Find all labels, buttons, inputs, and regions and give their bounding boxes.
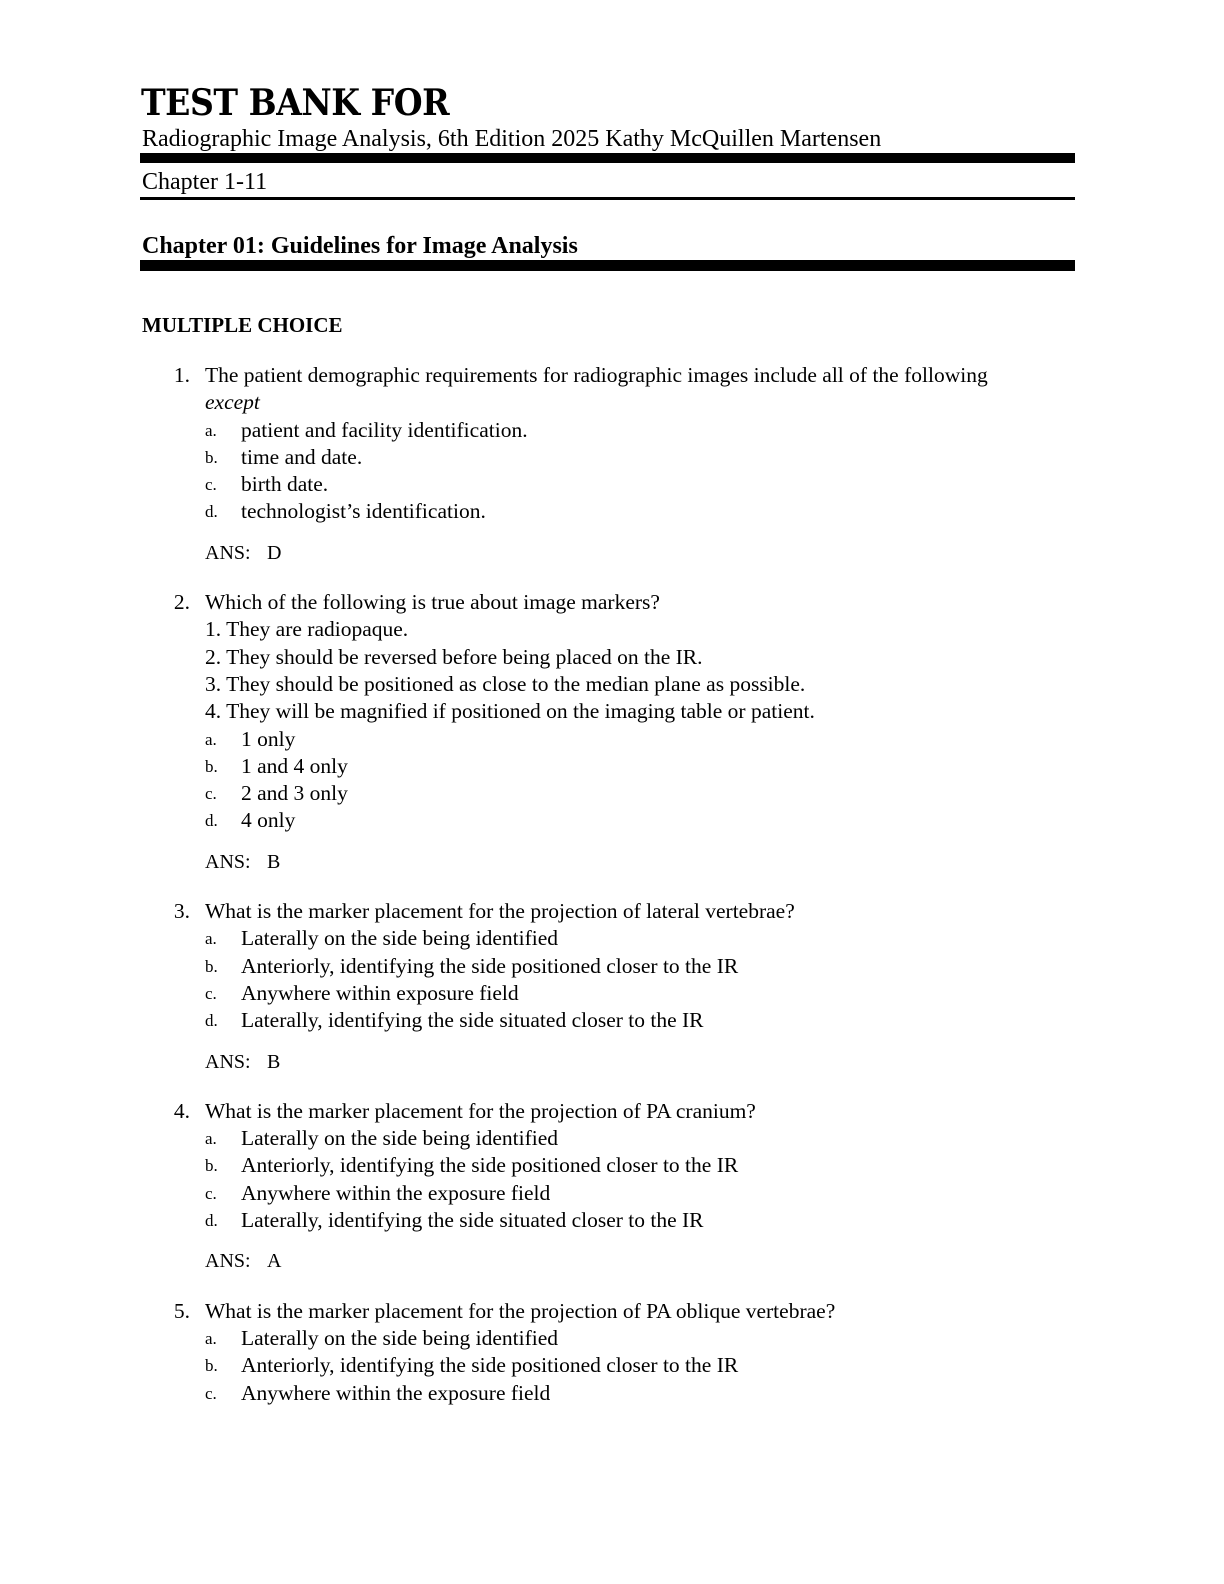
- answer-option: [0, 953, 1224, 980]
- document-title: TEST BANK FOR: [141, 82, 450, 124]
- option-text: 2 and 3 only: [241, 781, 348, 806]
- answer-option: [0, 1125, 1224, 1152]
- answer-option: [0, 1152, 1224, 1179]
- answer-option: [0, 498, 1224, 525]
- chapter-range: Chapter 1-11: [142, 169, 268, 195]
- option-text: birth date.: [241, 472, 329, 497]
- option-letter: d.: [205, 1211, 218, 1231]
- answer-value: D: [267, 541, 282, 564]
- answer-option: [0, 1325, 1224, 1352]
- question-line: [0, 616, 1224, 643]
- question-number: 4.: [173, 1098, 190, 1123]
- answer-option: [0, 807, 1224, 834]
- question-line: [0, 1298, 1224, 1325]
- question-item: [0, 589, 1224, 898]
- answer-label: ANS:: [205, 1250, 251, 1273]
- option-letter: b.: [205, 447, 218, 467]
- answer-option: [0, 753, 1224, 780]
- option-text: time and date.: [241, 444, 363, 469]
- answer-key: [0, 849, 1224, 876]
- option-text: Laterally on the side being identified: [241, 926, 559, 951]
- question-line: [0, 1098, 1224, 1125]
- answer-option: [0, 1207, 1224, 1234]
- option-letter: a.: [205, 929, 217, 949]
- option-text: 4 only: [241, 808, 296, 833]
- question-item: [0, 1098, 1224, 1298]
- answer-option: [0, 1380, 1224, 1407]
- answer-option: [0, 444, 1224, 471]
- question-spacer: [0, 567, 1224, 589]
- question-text: The patient demographic requirements for radiographic images include all of the following: [205, 363, 988, 387]
- option-text: 1 only: [241, 726, 296, 751]
- answer-option: [0, 925, 1224, 952]
- option-text: Anywhere within the exposure field: [241, 1180, 551, 1205]
- question-list: [0, 362, 1224, 1407]
- chapter-divider: [140, 260, 1075, 271]
- question-text: 2. They should be reversed before being placed on the IR.: [205, 644, 703, 669]
- option-letter: c.: [205, 1383, 217, 1403]
- question-line: [0, 362, 1224, 389]
- option-letter: c.: [205, 784, 217, 804]
- question-number: 5.: [173, 1298, 190, 1323]
- option-text: 1 and 4 only: [241, 753, 348, 778]
- option-letter: a.: [205, 729, 217, 749]
- option-letter: c.: [205, 1183, 217, 1203]
- answer-key: [0, 1049, 1224, 1076]
- question-spacer: [0, 1276, 1224, 1298]
- answer-value: B: [267, 850, 281, 873]
- option-letter: b.: [205, 1156, 218, 1176]
- question-item: [0, 362, 1224, 589]
- thick-divider: [140, 153, 1075, 163]
- question-text: 3. They should be positioned as close to the median plane as possible.: [205, 671, 806, 696]
- section-label: MULTIPLE CHOICE: [142, 313, 343, 337]
- question-line: [0, 898, 1224, 925]
- answer-option: [0, 471, 1224, 498]
- answer-option: [0, 726, 1224, 753]
- question-line: [0, 671, 1224, 698]
- question-item: [0, 898, 1224, 1098]
- option-letter: a.: [205, 1129, 217, 1149]
- answer-label: ANS:: [205, 1050, 251, 1073]
- question-line: [0, 389, 1224, 416]
- option-letter: a.: [205, 1328, 217, 1348]
- answer-value: B: [267, 1050, 281, 1073]
- option-text: technologist’s identification.: [241, 499, 486, 524]
- question-line: [0, 644, 1224, 671]
- answer-value: A: [267, 1250, 282, 1273]
- answer-option: [0, 980, 1224, 1007]
- option-letter: c.: [205, 475, 217, 495]
- option-letter: c.: [205, 983, 217, 1003]
- option-letter: d.: [205, 1011, 218, 1031]
- question-text: 4. They will be magnified if positioned on the imaging table or patient.: [205, 699, 815, 724]
- question-text: except: [205, 390, 260, 415]
- answer-option: [0, 1352, 1224, 1379]
- question-spacer: [0, 876, 1224, 898]
- option-text: Anywhere within exposure field: [241, 980, 519, 1005]
- option-text: Anywhere within the exposure field: [241, 1380, 551, 1405]
- question-line: [0, 698, 1224, 725]
- option-text: Anteriorly, identifying the side positioned closer to the IR: [241, 953, 739, 978]
- option-letter: b.: [205, 756, 218, 776]
- answer-key: [0, 1248, 1224, 1275]
- option-text: Laterally, identifying the side situated closer to the IR: [241, 1008, 704, 1033]
- question-item: [0, 1298, 1224, 1407]
- option-text: Laterally on the side being identified: [241, 1325, 559, 1350]
- question-text: Which of the following is true about image markers?: [205, 590, 660, 615]
- option-text: Anteriorly, identifying the side positioned closer to the IR: [241, 1153, 739, 1178]
- answer-option: [0, 780, 1224, 807]
- question-text: What is the marker placement for the projection of lateral vertebrae?: [205, 899, 795, 924]
- question-line: [0, 589, 1224, 616]
- answer-label: ANS:: [205, 850, 251, 873]
- question-number: 1.: [173, 363, 190, 387]
- question-number: 3.: [173, 899, 190, 924]
- question-text: What is the marker placement for the projection of PA oblique vertebrae?: [205, 1298, 836, 1323]
- answer-key: [0, 540, 1224, 567]
- answer-option: [0, 417, 1224, 444]
- option-letter: b.: [205, 1356, 218, 1376]
- question-spacer: [0, 1076, 1224, 1098]
- option-text: Laterally on the side being identified: [241, 1126, 559, 1151]
- chapter-heading: Chapter 01: Guidelines for Image Analysis: [142, 233, 578, 259]
- answer-label: ANS:: [205, 541, 251, 564]
- question-text: What is the marker placement for the projection of PA cranium?: [205, 1098, 756, 1123]
- thin-divider: [140, 197, 1075, 200]
- question-number: 2.: [173, 590, 190, 615]
- answer-option: [0, 1007, 1224, 1034]
- answer-option: [0, 1180, 1224, 1207]
- question-text: 1. They are radiopaque.: [205, 617, 409, 642]
- option-text: Anteriorly, identifying the side positioned closer to the IR: [241, 1353, 739, 1378]
- option-letter: d.: [205, 502, 218, 522]
- document-subtitle: Radiographic Image Analysis, 6th Edition 2025 Kathy McQuillen Martensen: [142, 126, 882, 152]
- option-letter: a.: [205, 420, 217, 440]
- option-letter: d.: [205, 811, 218, 831]
- option-text: patient and facility identification.: [241, 417, 528, 442]
- option-letter: b.: [205, 956, 218, 976]
- option-text: Laterally, identifying the side situated closer to the IR: [241, 1208, 704, 1233]
